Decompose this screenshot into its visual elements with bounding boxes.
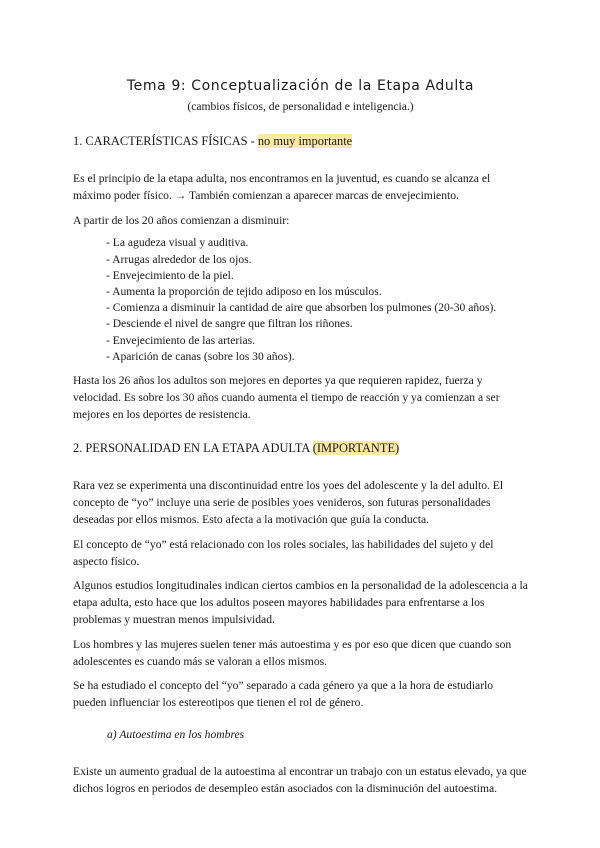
list-item: - Aparición de canas (sobre los 30 años). (106, 349, 295, 363)
section-1-heading (73, 133, 528, 151)
section-2-paragraph-5: Se ha estudiado el concepto del “yo” separado a cada género ya que a la hora de estudiarlo pueden influenciar los estereotipos que tienen el rol de género. (73, 679, 494, 710)
section-2-highlight: (IMPORTANTE) (312, 441, 400, 456)
list-item: - La agudeza visual y auditiva. (106, 236, 249, 250)
section-1-highlight: no muy importante (257, 134, 353, 149)
document-subtitle: (cambios físicos, de personalidad e inteligencia.) (187, 100, 414, 114)
list-item: - Comienza a disminuir la cantidad de aire que absorben los pulmones (20-30 años). (106, 301, 497, 315)
section-1-paragraph-3: Hasta los 26 años los adultos son mejores en deportes ya que requieren rapidez, fuerza y velocidad. Es sobre los 30 años cuando aumenta el tiempo de reacción y ya comienzan a ser mejores en los deportes de resistencia. (73, 374, 500, 421)
list-item: - Arrugas alrededor de los ojos. (106, 252, 252, 266)
document-title: Tema 9: Conceptualización de la Etapa Adulta (126, 78, 475, 94)
subsection-heading: a) Autoestima en los hombres (107, 728, 245, 742)
section-1-heading-text: 1. CARACTERÍSTICAS FÍSICAS - (73, 134, 258, 149)
section-2-paragraph-1: Rara vez se experimenta una discontinuidad entre los yoes del adolescente y la del adulto. El concepto de “yo” incluye una serie de posibles yoes venideros, son futuras personalidades deseadas por ellos mismos. Esto afecta a la motivación que guía la conducta. (73, 479, 504, 527)
section-2-heading (73, 440, 528, 458)
section-2-heading-text: 2. PERSONALIDAD EN LA ETAPA ADULTA (73, 441, 313, 456)
section-2-paragraph-4: Los hombres y las mujeres suelen tener más autoestima y es por eso que dicen que cuando son adolescentes es cuando más se valoran a ellos mismos. (73, 637, 512, 668)
subsection-paragraph: Existe un aumento gradual de la autoestima al encontrar un trabajo con un estatus elevado, ya que dichos logros en periodos de desempleo están asociados con la disminución del autoestima. (73, 764, 527, 795)
section-2-paragraph-3: Algunos estudios longitudinales indican ciertos cambios en la personalidad de la adolescencia a la etapa adulta, esto hace que los adultos poseen mayores habilidades para enfrentarse a los problemas y muestran menos impulsividad. (73, 579, 528, 627)
physical-changes-list (106, 235, 528, 365)
list-item: - Envejecimiento de la piel. (106, 268, 234, 282)
section-2-paragraph-2: El concepto de “yo” está relacionado con los roles sociales, las habilidades del sujeto y del aspecto físico. (73, 537, 494, 568)
list-item: - Desciende el nivel de sangre que filtran los riñones. (106, 317, 353, 331)
list-item: - Aumenta la proporción de tejido adiposo en los músculos. (106, 285, 382, 299)
section-1-paragraph-1: Es el principio de la etapa adulta, nos encontramos en la juventud, es cuando se alcanza el máximo poder físico. → También comienzan a aparecer marcas de envejecimiento. (73, 172, 491, 202)
list-item: - Envejecimiento de las arterias. (106, 333, 256, 347)
section-1-paragraph-2: A partir de los 20 años comienzan a disminuir: (73, 213, 290, 227)
